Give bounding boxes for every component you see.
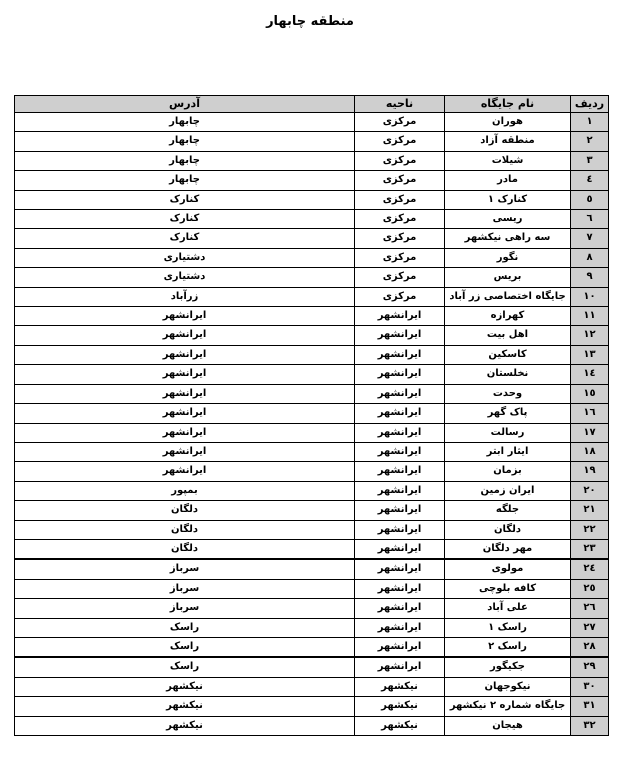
station-name-cell: بریس — [445, 268, 571, 287]
address-cell: ایرانشهر — [15, 365, 355, 384]
district-cell: مرکزی — [355, 171, 445, 190]
table-row — [15, 579, 609, 598]
table-row — [15, 677, 609, 696]
table-row — [15, 462, 609, 481]
row-index-cell: ١٥ — [571, 384, 609, 403]
district-cell: مرکزی — [355, 190, 445, 209]
row-index-cell: ٣١ — [571, 697, 609, 716]
table-row — [15, 326, 609, 345]
row-index-cell: ٥ — [571, 190, 609, 209]
district-cell: مرکزی — [355, 210, 445, 229]
station-table-header — [15, 96, 609, 113]
station-name-cell: مادر — [445, 171, 571, 190]
address-cell: کنارک — [15, 190, 355, 209]
district-cell: ایرانشهر — [355, 599, 445, 618]
station-name-cell: جلگه — [445, 501, 571, 520]
table-row — [15, 618, 609, 637]
district-cell: ایرانشهر — [355, 520, 445, 539]
row-index-cell: ٢١ — [571, 501, 609, 520]
address-cell: ایرانشهر — [15, 462, 355, 481]
station-name-cell: کنارک ١ — [445, 190, 571, 209]
table-row — [15, 307, 609, 326]
address-cell: راسک — [15, 618, 355, 637]
row-index-cell: ٢٩ — [571, 657, 609, 677]
station-name-cell: نخلستان — [445, 365, 571, 384]
address-cell: ایرانشهر — [15, 384, 355, 403]
address-cell: دلگان — [15, 501, 355, 520]
table-row — [15, 520, 609, 539]
district-cell: ایرانشهر — [355, 637, 445, 657]
station-name-cell: کاسکین — [445, 345, 571, 364]
station-name-cell: کهرازه — [445, 307, 571, 326]
table-row — [15, 345, 609, 364]
row-index-cell: ١٦ — [571, 404, 609, 423]
station-name-cell: جایگاه شماره ٢ نیکشهر — [445, 697, 571, 716]
station-name-cell: نیکوجهان — [445, 677, 571, 696]
header-row — [15, 96, 609, 113]
station-name-cell: ریسی — [445, 210, 571, 229]
table-row — [15, 657, 609, 677]
station-name-cell: بزمان — [445, 462, 571, 481]
district-cell: مرکزی — [355, 113, 445, 132]
row-index-cell: ٣ — [571, 151, 609, 170]
station-table — [14, 95, 609, 736]
address-cell: ایرانشهر — [15, 442, 355, 461]
station-name-cell: هیجان — [445, 716, 571, 735]
table-row — [15, 248, 609, 267]
row-index-cell: ٢٧ — [571, 618, 609, 637]
station-name-cell: مولوی — [445, 559, 571, 579]
address-cell: دشتیاری — [15, 268, 355, 287]
row-index-cell: ١٣ — [571, 345, 609, 364]
header-address: آدرس — [15, 96, 355, 113]
row-index-cell: ٦ — [571, 210, 609, 229]
row-index-cell: ١٧ — [571, 423, 609, 442]
table-row — [15, 229, 609, 248]
station-name-cell: شیلات — [445, 151, 571, 170]
station-name-cell: جکیگور — [445, 657, 571, 677]
station-name-cell: ایثار ابتر — [445, 442, 571, 461]
station-name-cell: پاک گهر — [445, 404, 571, 423]
address-cell: دلگان — [15, 539, 355, 559]
header-district: ناحیه — [355, 96, 445, 113]
row-index-cell: ١٤ — [571, 365, 609, 384]
row-index-cell: ٢٣ — [571, 539, 609, 559]
table-row — [15, 287, 609, 306]
district-cell: ایرانشهر — [355, 481, 445, 500]
district-cell: ایرانشهر — [355, 501, 445, 520]
address-cell: سرباز — [15, 579, 355, 598]
row-index-cell: ١٨ — [571, 442, 609, 461]
station-name-cell: منطقه آزاد — [445, 132, 571, 151]
station-name-cell: ایران زمین — [445, 481, 571, 500]
header-station: نام جایگاه — [445, 96, 571, 113]
district-cell: ایرانشهر — [355, 539, 445, 559]
address-cell: چابهار — [15, 113, 355, 132]
district-cell: مرکزی — [355, 132, 445, 151]
address-cell: دشتیاری — [15, 248, 355, 267]
table-row — [15, 113, 609, 132]
row-index-cell: ١٩ — [571, 462, 609, 481]
address-cell: بمپور — [15, 481, 355, 500]
district-cell: ایرانشهر — [355, 462, 445, 481]
table-row — [15, 716, 609, 735]
district-cell: مرکزی — [355, 229, 445, 248]
district-cell: ایرانشهر — [355, 559, 445, 579]
address-cell: ایرانشهر — [15, 307, 355, 326]
table-row — [15, 481, 609, 500]
station-table-body — [15, 113, 609, 736]
row-index-cell: ٢٢ — [571, 520, 609, 539]
table-row — [15, 404, 609, 423]
station-name-cell: علی آباد — [445, 599, 571, 618]
row-index-cell: ١٠ — [571, 287, 609, 306]
row-index-cell: ١٢ — [571, 326, 609, 345]
district-cell: ایرانشهر — [355, 423, 445, 442]
district-cell: نیکشهر — [355, 716, 445, 735]
table-row — [15, 442, 609, 461]
row-index-cell: ٢٦ — [571, 599, 609, 618]
station-name-cell: راسک ٢ — [445, 637, 571, 657]
district-cell: ایرانشهر — [355, 618, 445, 637]
row-index-cell: ٣٢ — [571, 716, 609, 735]
district-cell: نیکشهر — [355, 697, 445, 716]
row-index-cell: ٧ — [571, 229, 609, 248]
row-index-cell: ٢٠ — [571, 481, 609, 500]
district-cell: ایرانشهر — [355, 404, 445, 423]
address-cell: ایرانشهر — [15, 423, 355, 442]
table-row — [15, 637, 609, 657]
address-cell: چابهار — [15, 151, 355, 170]
row-index-cell: ٤ — [571, 171, 609, 190]
table-row — [15, 210, 609, 229]
district-cell: ایرانشهر — [355, 579, 445, 598]
district-cell: مرکزی — [355, 268, 445, 287]
address-cell: چابهار — [15, 132, 355, 151]
address-cell: سرباز — [15, 599, 355, 618]
table-row — [15, 190, 609, 209]
address-cell: ایرانشهر — [15, 326, 355, 345]
station-name-cell: کافه بلوچی — [445, 579, 571, 598]
district-cell: ایرانشهر — [355, 326, 445, 345]
address-cell: نیکشهر — [15, 677, 355, 696]
address-cell: کنارک — [15, 229, 355, 248]
table-row — [15, 501, 609, 520]
address-cell: چابهار — [15, 171, 355, 190]
station-name-cell: جایگاه اختصاصی زر آباد — [445, 287, 571, 306]
table-row — [15, 697, 609, 716]
table-row — [15, 599, 609, 618]
address-cell: راسک — [15, 657, 355, 677]
row-index-cell: ٨ — [571, 248, 609, 267]
station-name-cell: اهل بیت — [445, 326, 571, 345]
district-cell: ایرانشهر — [355, 442, 445, 461]
row-index-cell: ٢٤ — [571, 559, 609, 579]
address-cell: راسک — [15, 637, 355, 657]
district-cell: ایرانشهر — [355, 345, 445, 364]
table-row — [15, 539, 609, 559]
address-cell: ایرانشهر — [15, 404, 355, 423]
district-cell: ایرانشهر — [355, 307, 445, 326]
district-cell: ایرانشهر — [355, 657, 445, 677]
station-name-cell: رسالت — [445, 423, 571, 442]
station-name-cell: راسک ١ — [445, 618, 571, 637]
table-row — [15, 132, 609, 151]
table-row — [15, 171, 609, 190]
district-cell: ایرانشهر — [355, 365, 445, 384]
table-row — [15, 151, 609, 170]
station-name-cell: هوران — [445, 113, 571, 132]
address-cell: زرآباد — [15, 287, 355, 306]
row-index-cell: ٣٠ — [571, 677, 609, 696]
district-cell: ایرانشهر — [355, 384, 445, 403]
district-cell: مرکزی — [355, 151, 445, 170]
table-row — [15, 384, 609, 403]
row-index-cell: ١١ — [571, 307, 609, 326]
district-cell: مرکزی — [355, 248, 445, 267]
station-name-cell: سه راهی نیکشهر — [445, 229, 571, 248]
table-row — [15, 559, 609, 579]
row-index-cell: ١ — [571, 113, 609, 132]
address-cell: ایرانشهر — [15, 345, 355, 364]
address-cell: سرباز — [15, 559, 355, 579]
station-name-cell: وحدت — [445, 384, 571, 403]
table-row — [15, 423, 609, 442]
district-cell: مرکزی — [355, 287, 445, 306]
address-cell: نیکشهر — [15, 716, 355, 735]
row-index-cell: ٩ — [571, 268, 609, 287]
row-index-cell: ٢ — [571, 132, 609, 151]
station-name-cell: مهر دلگان — [445, 539, 571, 559]
page-title: منطقه چابهار — [266, 14, 354, 29]
row-index-cell: ٢٨ — [571, 637, 609, 657]
address-cell: دلگان — [15, 520, 355, 539]
row-index-cell: ٢٥ — [571, 579, 609, 598]
address-cell: نیکشهر — [15, 697, 355, 716]
header-index: ردیف — [571, 96, 609, 113]
station-name-cell: نگور — [445, 248, 571, 267]
table-row — [15, 365, 609, 384]
district-cell: نیکشهر — [355, 677, 445, 696]
table-row — [15, 268, 609, 287]
station-name-cell: دلگان — [445, 520, 571, 539]
address-cell: کنارک — [15, 210, 355, 229]
